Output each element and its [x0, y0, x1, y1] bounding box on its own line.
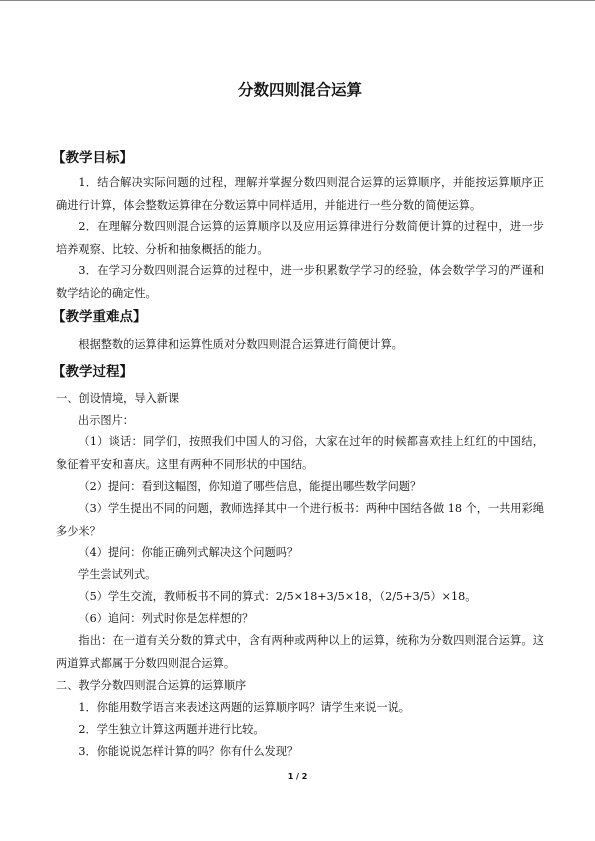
- goal-item-3: 3．在学习分数四则混合运算的过程中，进一步积累数学学习的经验，体会数学学习的严谨和数学结论的确定性。: [56, 264, 544, 300]
- goal-item-2: 2．在理解分数四则混合运算的运算顺序以及应用运算律进行分数简便计算的过程中，进一步培养观察、比较、分析和抽象概括的能力。: [56, 220, 544, 256]
- process-part1-title: 一、创设情境，导入新课: [56, 392, 180, 405]
- question-1: 1．你能用数学语言来表述这两题的运算顺序吗？请学生来说一说。: [78, 701, 410, 714]
- section-heading-goals: 【教学目标】: [52, 150, 133, 166]
- point-out-paragraph: 指出：在一道有关分数的算式中，含有两种或两种以上的运算，统称为分数四则混合运算。这两道算式都属于分数四则混合运算。: [56, 634, 544, 670]
- process-part2-title: 二、教学分数四则混合运算的运算顺序: [56, 679, 247, 692]
- process-step-2: （2）提问：看到这幅图，你知道了哪些信息，能提出哪些数学问题？: [78, 480, 422, 493]
- header-rule: [0, 0, 595, 1]
- show-picture-line: 出示图片：: [78, 414, 134, 427]
- question-3: 3．你能说说怎样计算的吗？你有什么发现？: [78, 745, 299, 758]
- process-step-5: （5）学生交流，教师板书不同的算式：2/5×18+3/5×18，（2/5+3/5）×18。: [78, 590, 477, 603]
- process-step-3: （3）学生提出不同的问题，教师选择其中一个进行板书：两种中国结各做 18 个，一共用彩绳多少米？: [56, 502, 544, 538]
- process-step-4: （4）提问：你能正确列式解决这个问题吗？: [78, 546, 299, 559]
- goal-item-1: 1．结合解决实际问题的过程，理解并掌握分数四则混合运算的运算顺序，并能按运算顺序正确进行计算，体会整数运算律在分数运算中同样适用，并能进行一些分数的简便运算。: [56, 176, 544, 212]
- question-2: 2．学生独立计算这两题并进行比较。: [78, 723, 265, 736]
- section-heading-key-points: 【教学重难点】: [52, 309, 147, 325]
- process-step-1: （1）谈话：同学们，按照我们中国人的习俗，大家在过年的时候都喜欢挂上红红的中国结，象征着平安和喜庆。这里有两种不同形状的中国结。: [56, 435, 544, 471]
- students-try-line: 学生尝试列式。: [78, 568, 157, 581]
- section-heading-process: 【教学过程】: [52, 364, 133, 380]
- process-step-6: （6）追问：列式时你是怎样想的？: [78, 612, 254, 625]
- page-number: 1 / 2: [287, 772, 308, 781]
- document-title: 分数四则混合运算: [237, 80, 362, 99]
- key-points-text: 根据整数的运算律和运算性质对分数四则混合运算进行简便计算。: [78, 338, 403, 351]
